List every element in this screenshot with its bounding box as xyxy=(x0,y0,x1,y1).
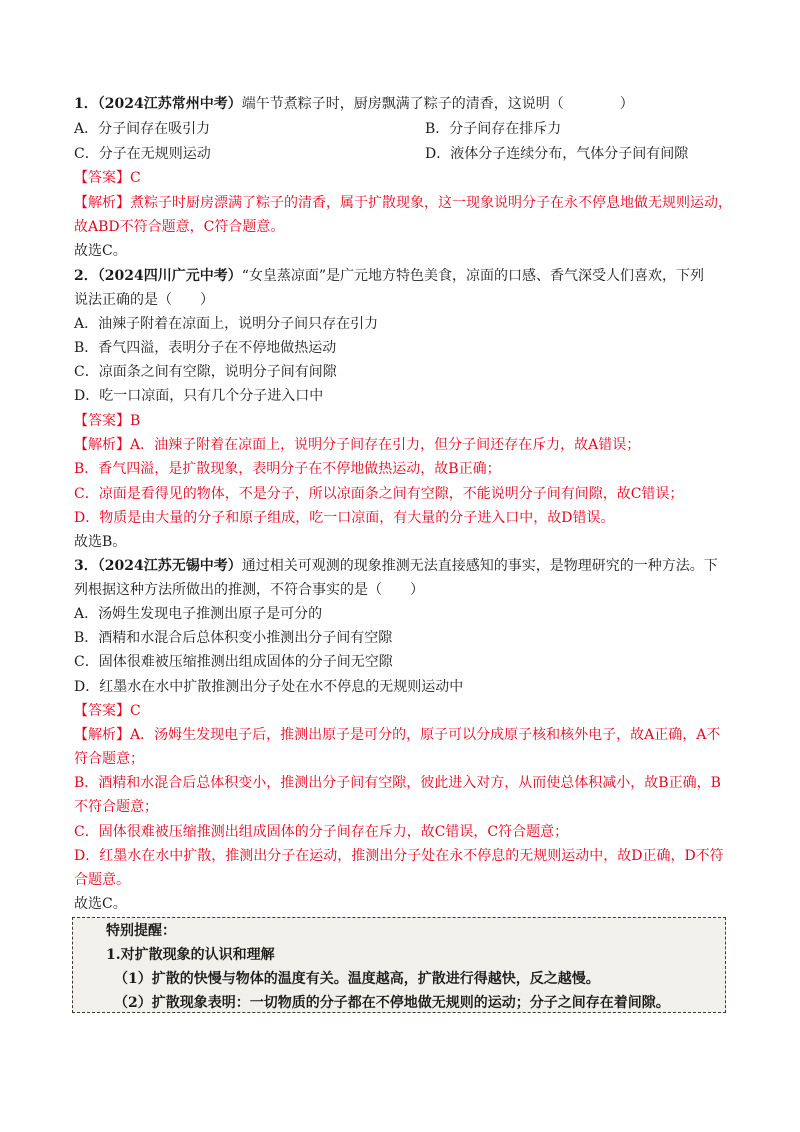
question-source: （2024江苏常州中考） xyxy=(97,96,242,112)
question-number: 2． xyxy=(74,268,98,284)
question-text: 端午节煮粽子时，厨房飘满了粽子的清香，这说明（ ） xyxy=(241,96,634,112)
option-b: B．分子间存在排斥力 xyxy=(425,121,562,137)
option-c: C．固体很难被压缩推测出组成固体的分子间无空隙 xyxy=(74,654,393,670)
question-text: “女皇蒸凉面”是广元地方特色美食，凉面的口感、香气深受人们喜欢，下列 xyxy=(241,268,705,284)
question-3-stem xyxy=(74,556,718,576)
option-d: D．红墨水在水中扩散推测出分子处在水不停息的无规则运动中 xyxy=(74,679,464,695)
option-b: B．酒精和水混合后总体积变小推测出分子间有空隙 xyxy=(74,630,393,646)
analysis-line: 不符合题意； xyxy=(74,799,158,815)
option-d: D．吃一口凉面，只有几个分子进入口中 xyxy=(74,388,324,404)
question-text: 通过相关可观测的现象推测无法直接感知的事实，是物理研究的一种方法。下 xyxy=(241,558,718,574)
option-a: A．油辣子附着在凉面上，说明分子间只存在引力 xyxy=(74,316,379,332)
question-number: 3． xyxy=(74,558,98,574)
answer: 【答案】C xyxy=(74,703,141,719)
analysis-line: C．固体很难被压缩推测出组成固体的分子间存在斥力，故C错误，C符合题意； xyxy=(74,824,569,840)
special-tip-box xyxy=(72,917,726,1013)
answer: 【答案】C xyxy=(74,170,141,186)
option-d: D．液体分子连续分布，气体分子间有间隙 xyxy=(425,146,689,162)
question-text-continued: 列根据这种方法所做出的推测，不符合事实的是（ ） xyxy=(74,582,424,598)
option-a: A．分子间存在吸引力 xyxy=(74,121,211,137)
question-2-stem xyxy=(74,266,704,286)
analysis-line: 【解析】A．汤姆生发现电子后，推测出原子是可分的，原子可以分成原子核和核外电子，故A正确，A不 xyxy=(74,727,721,743)
option-c: C．分子在无规则运动 xyxy=(74,146,211,162)
question-1-stem xyxy=(74,94,634,114)
analysis-line: C．凉面是看得见的物体，不是分子，所以凉面条之间有空隙，不能说明分子间有间隙，故C错误； xyxy=(74,486,684,502)
question-1-options-row-1 xyxy=(74,119,562,139)
analysis-label: 【解析】 xyxy=(74,437,130,453)
question-1-options-row-2 xyxy=(74,144,689,164)
analysis-line: 合题意。 xyxy=(74,872,130,888)
analysis-line: B．香气四溢，是扩散现象，表明分子在不停地做热运动，故B正确； xyxy=(74,461,501,477)
tip-item: （2）扩散现象表明：一切物质的分子都在不停地做无规则的运动；分子之间存在着间隙。 xyxy=(114,995,670,1011)
answer: 【答案】B xyxy=(74,413,141,429)
question-source: （2024四川广元中考） xyxy=(97,268,242,284)
question-number: 1． xyxy=(74,96,98,112)
analysis-line: 故ABD不符合题意，C符合题意。 xyxy=(74,219,285,235)
conclusion: 故选B。 xyxy=(74,534,127,550)
option-a: A．汤姆生发现电子推测出原子是可分的 xyxy=(74,606,323,622)
tip-heading: 1.对扩散现象的认识和理解 xyxy=(106,947,275,963)
analysis-line: 【解析】A．油辣子附着在凉面上，说明分子间存在引力，但分子间还存在斥力，故A错误； xyxy=(74,437,641,453)
tip-item: （1）扩散的快慢与物体的温度有关。温度越高，扩散进行得越快，反之越慢。 xyxy=(114,971,600,987)
analysis-line: B．酒精和水混合后总体积变小，推测出分子间有空隙，彼此进入对方，从而使总体积减小，故B正确，B xyxy=(74,775,721,791)
analysis-line: D．红墨水在水中扩散，推测出分子在运动，推测出分子处在永不停息的无规则运动中，故D正确，D不符 xyxy=(74,848,724,864)
analysis-label: 【解析】 xyxy=(74,727,130,743)
option-c: C．凉面条之间有空隙，说明分子间有间隙 xyxy=(74,364,337,380)
tip-title: 特别提醒： xyxy=(106,923,176,939)
analysis-line: 【解析】煮粽子时厨房漂满了粽子的清香，属于扩散现象，这一现象说明分子在永不停息地做无规则运动， xyxy=(74,195,732,211)
conclusion: 故选C。 xyxy=(74,243,127,259)
analysis-line: 符合题意； xyxy=(74,751,144,767)
conclusion: 故选C。 xyxy=(74,896,127,912)
analysis-line: D．物质是由大量的分子和原子组成，吃一口凉面，有大量的分子进入口中，故D错误。 xyxy=(74,510,615,526)
analysis-label: 【解析】 xyxy=(74,195,130,211)
question-source: （2024江苏无锡中考） xyxy=(97,558,242,574)
option-b: B．香气四溢，表明分子在不停地做热运动 xyxy=(74,340,337,356)
question-text-continued: 说法正确的是（ ） xyxy=(74,292,214,308)
